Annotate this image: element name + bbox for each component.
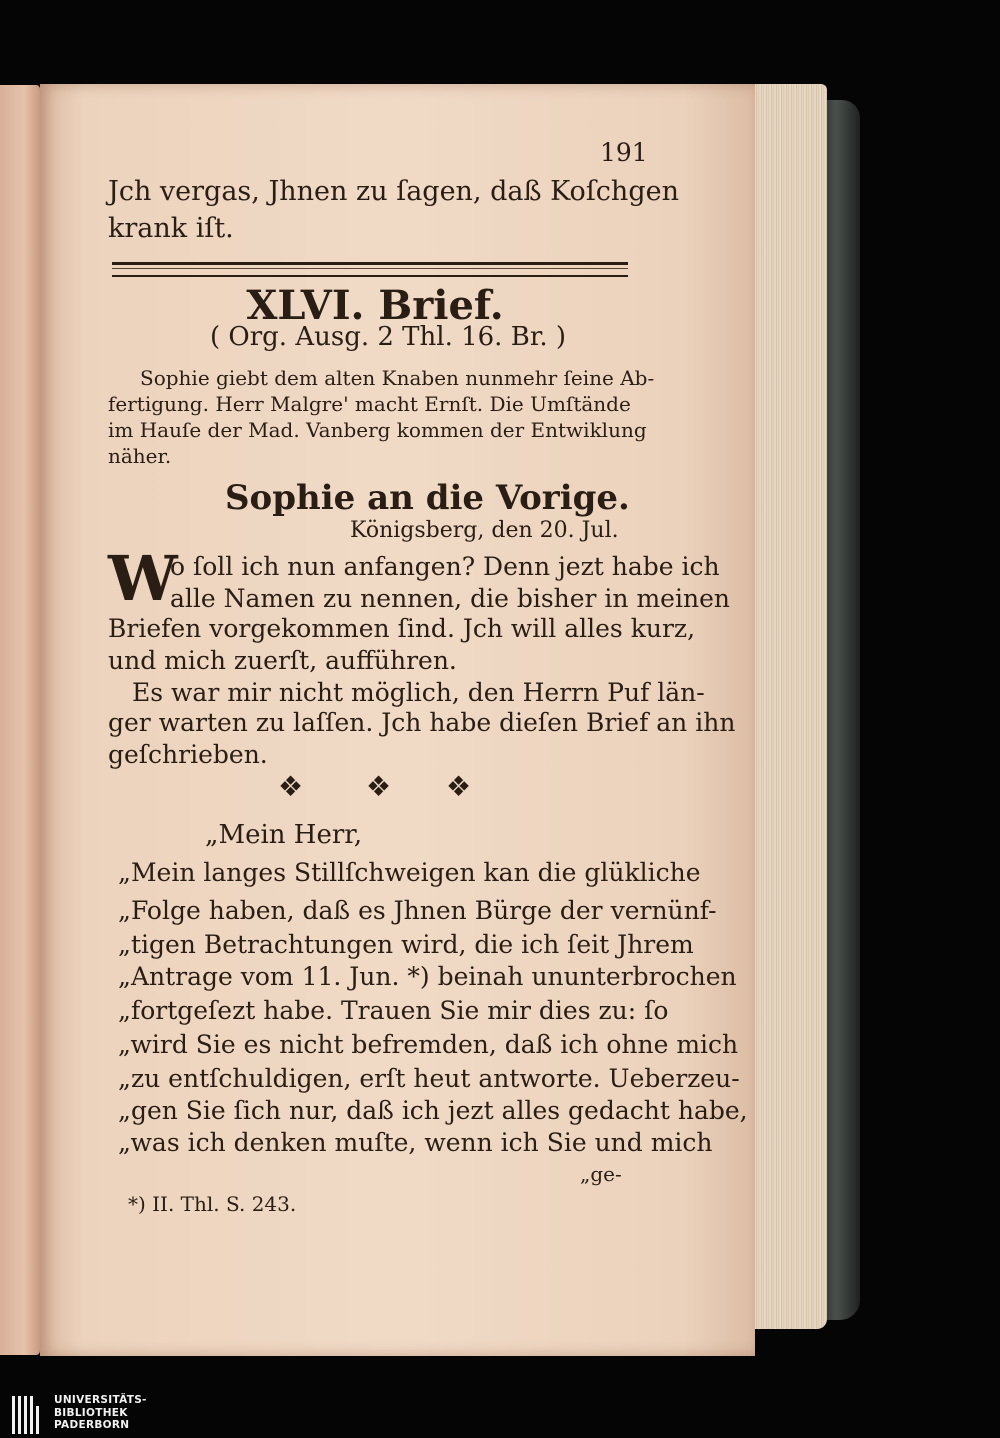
quoted-line: „gen Sie ſich nur, daß ich jezt alles gedacht habe,	[118, 1096, 748, 1125]
letter-title: Sophie an die Vorige.	[225, 478, 630, 518]
quoted-line: „tigen Betrachtungen wird, die ich ſeit Jhrem	[118, 930, 694, 959]
quoted-line: „Antrage vom 11. Jun. *) beinah ununterbrochen	[118, 962, 737, 991]
edition-reference: ( Org. Ausg. 2 Thl. 16. Br. )	[210, 322, 567, 352]
drop-cap: W	[108, 542, 178, 615]
body-line: o ſoll ich nun anfangen? Denn jezt habe ich	[170, 552, 720, 581]
quoted-line: „zu entſchuldigen, erſt heut antworte. Ueberzeu-	[118, 1064, 740, 1093]
summary-line: Sophie giebt dem alten Knaben nunmehr ſeine Ab-	[140, 366, 655, 390]
quoted-line: „Folge haben, daß es Jhnen Bürge der vernünf-	[118, 896, 717, 925]
quoted-line: „fortgeſezt habe. Trauen Sie mir dies zu: ſo	[118, 996, 669, 1025]
library-logo-icon	[12, 1396, 46, 1434]
body-line: Es war mir nicht möglich, den Herrn Puf län-	[132, 678, 705, 707]
ornament-icon: ❖	[278, 770, 304, 803]
quoted-line: „was ich denken muſte, wenn ich Sie und mich	[118, 1128, 713, 1157]
summary-line: näher.	[108, 444, 172, 468]
left-page-edge	[0, 85, 40, 1355]
carryover-line: krank iſt.	[108, 213, 234, 244]
library-name-line: PADERBORN	[54, 1419, 130, 1431]
ornament-icon: ❖	[366, 770, 392, 803]
body-line: Briefen vorgekommen ſind. Jch will alles kurz,	[108, 614, 696, 643]
library-footer	[0, 1390, 1000, 1438]
library-name-line: BIBLIOTHEK	[54, 1406, 128, 1419]
ornament-icon: ❖	[446, 770, 472, 803]
salutation: „Mein Herr,	[205, 820, 363, 850]
body-line: ger warten zu laſſen. Jch habe dieſen Brief an ihn	[108, 708, 736, 737]
letter-heading: XLVI. Brief.	[246, 282, 504, 329]
summary-line: im Hauſe der Mad. Vanberg kommen der Entwiklung	[108, 418, 647, 442]
library-name-line: UNIVERSITÄTS-	[54, 1394, 147, 1406]
separator-rule	[112, 262, 628, 277]
page-block-edge	[752, 84, 827, 1329]
footnote: *) II. Thl. S. 243.	[128, 1192, 297, 1216]
quoted-line: „Mein langes Stillſchweigen kan die glükliche	[118, 858, 701, 887]
place-date: Königsberg, den 20. Jul.	[350, 518, 619, 543]
library-name	[54, 1394, 147, 1432]
body-line: und mich zuerſt, aufführen.	[108, 646, 457, 675]
catchword: „ge-	[580, 1162, 622, 1186]
quoted-line: „wird Sie es nicht befremden, daß ich ohne mich	[118, 1030, 739, 1059]
page-number: 191	[600, 138, 648, 167]
carryover-line: Jch vergas, Jhnen zu ſagen, daß Koſchgen	[108, 176, 679, 207]
body-line: geſchrieben.	[108, 740, 268, 769]
summary-line: fertigung. Herr Malgre' macht Ernſt. Die Umſtände	[108, 392, 631, 416]
body-line: alle Namen zu nennen, die bisher in meinen	[170, 584, 730, 613]
